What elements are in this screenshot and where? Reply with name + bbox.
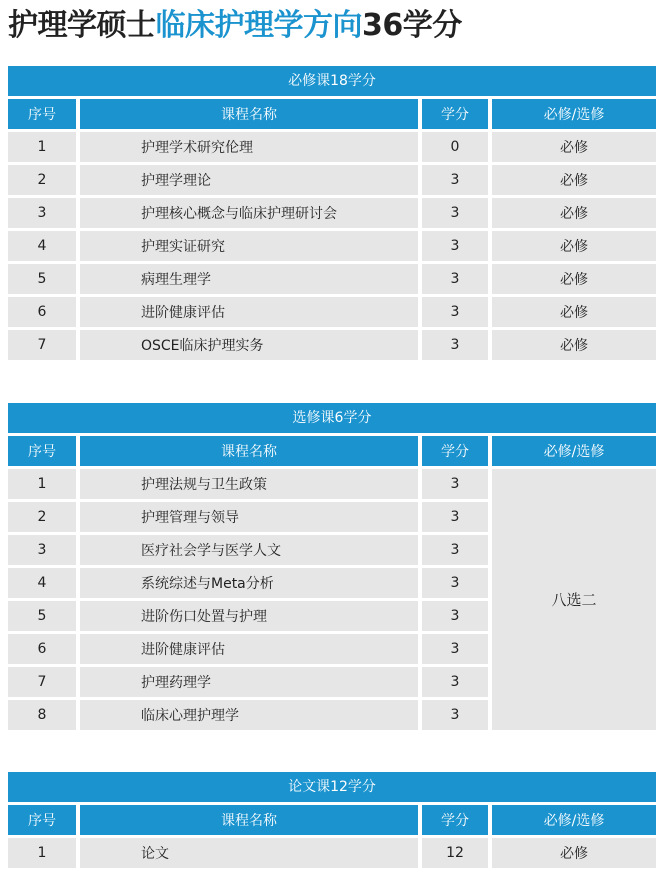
cell-course-name: 护理管理与领导: [80, 502, 418, 532]
cell-credit: 3: [422, 502, 488, 532]
cell-credit: 3: [422, 469, 488, 499]
column-header-type: 必修/选修: [492, 436, 656, 466]
cell-type: 必修: [492, 297, 656, 327]
column-header-credit: 学分: [422, 436, 488, 466]
column-header-no: 序号: [8, 99, 76, 129]
cell-type-merged: 八选二: [492, 469, 656, 730]
cell-course-name: 临床心理护理学: [80, 700, 418, 730]
cell-type: 必修: [492, 165, 656, 195]
cell-no: 4: [8, 568, 76, 598]
cell-no: 7: [8, 330, 76, 360]
table-row: [8, 231, 656, 261]
section-header-elective: 选修课6学分: [8, 403, 656, 433]
table-row: [8, 198, 656, 228]
cell-course-name: 护理法规与卫生政策: [80, 469, 418, 499]
column-header-type: 必修/选修: [492, 805, 656, 835]
table-row: [8, 330, 656, 360]
section-header-required: 必修课18学分: [8, 66, 656, 96]
cell-no: 1: [8, 469, 76, 499]
cell-no: 7: [8, 667, 76, 697]
cell-type: 必修: [492, 838, 656, 868]
table-row: [8, 469, 656, 499]
cell-type: 必修: [492, 231, 656, 261]
cell-credit: 12: [422, 838, 488, 868]
title-direction: 临床护理学方向: [155, 8, 362, 43]
cell-no: 5: [8, 601, 76, 631]
cell-no: 8: [8, 700, 76, 730]
cell-credit: 0: [422, 132, 488, 162]
column-header-no: 序号: [8, 436, 76, 466]
cell-credit: 3: [422, 568, 488, 598]
table-row: [8, 165, 656, 195]
cell-no: 2: [8, 165, 76, 195]
required-courses-table: [8, 96, 656, 363]
cell-course-name: 进阶伤口处置与护理: [80, 601, 418, 631]
cell-credit: 3: [422, 264, 488, 294]
column-header-name: 课程名称: [80, 805, 418, 835]
cell-credit: 3: [422, 601, 488, 631]
cell-credit: 3: [422, 330, 488, 360]
cell-course-name: 病理生理学: [80, 264, 418, 294]
cell-credit: 3: [422, 297, 488, 327]
title-degree: 护理学硕士: [8, 8, 156, 43]
elective-courses-section: [8, 403, 656, 733]
page-title: [8, 4, 462, 48]
section-header-thesis: 论文课12学分: [8, 772, 656, 802]
cell-course-name: 护理药理学: [80, 667, 418, 697]
thesis-section: [8, 772, 656, 871]
cell-no: 1: [8, 838, 76, 868]
table-header-row: [8, 436, 656, 466]
cell-no: 3: [8, 535, 76, 565]
cell-type: 必修: [492, 330, 656, 360]
cell-type: 必修: [492, 198, 656, 228]
cell-type: 必修: [492, 132, 656, 162]
elective-courses-table: [8, 433, 656, 733]
column-header-name: 课程名称: [80, 436, 418, 466]
column-header-type: 必修/选修: [492, 99, 656, 129]
cell-course-name: 论文: [80, 838, 418, 868]
table-row: [8, 132, 656, 162]
cell-credit: 3: [422, 165, 488, 195]
table-header-row: [8, 99, 656, 129]
table-row: [8, 297, 656, 327]
cell-course-name: 系统综述与Meta分析: [80, 568, 418, 598]
column-header-credit: 学分: [422, 805, 488, 835]
thesis-table: [8, 802, 656, 871]
cell-credit: 3: [422, 535, 488, 565]
cell-credit: 3: [422, 667, 488, 697]
cell-no: 1: [8, 132, 76, 162]
column-header-no: 序号: [8, 805, 76, 835]
cell-credit: 3: [422, 700, 488, 730]
cell-credit: 3: [422, 231, 488, 261]
cell-no: 4: [8, 231, 76, 261]
cell-credit: 3: [422, 198, 488, 228]
cell-course-name: 护理核心概念与临床护理研讨会: [80, 198, 418, 228]
cell-course-name: 进阶健康评估: [80, 634, 418, 664]
cell-course-name: OSCE临床护理实务: [80, 330, 418, 360]
cell-no: 6: [8, 634, 76, 664]
cell-course-name: 医疗社会学与医学人文: [80, 535, 418, 565]
cell-course-name: 护理实证研究: [80, 231, 418, 261]
cell-course-name: 护理学术研究伦理: [80, 132, 418, 162]
required-courses-section: [8, 66, 656, 363]
cell-type: 必修: [492, 264, 656, 294]
cell-no: 3: [8, 198, 76, 228]
cell-course-name: 进阶健康评估: [80, 297, 418, 327]
column-header-credit: 学分: [422, 99, 488, 129]
table-row: [8, 264, 656, 294]
column-header-name: 课程名称: [80, 99, 418, 129]
cell-course-name: 护理学理论: [80, 165, 418, 195]
table-row: [8, 838, 656, 868]
table-header-row: [8, 805, 656, 835]
cell-credit: 3: [422, 634, 488, 664]
title-credits: 36学分: [362, 8, 462, 43]
cell-no: 5: [8, 264, 76, 294]
cell-no: 2: [8, 502, 76, 532]
cell-no: 6: [8, 297, 76, 327]
